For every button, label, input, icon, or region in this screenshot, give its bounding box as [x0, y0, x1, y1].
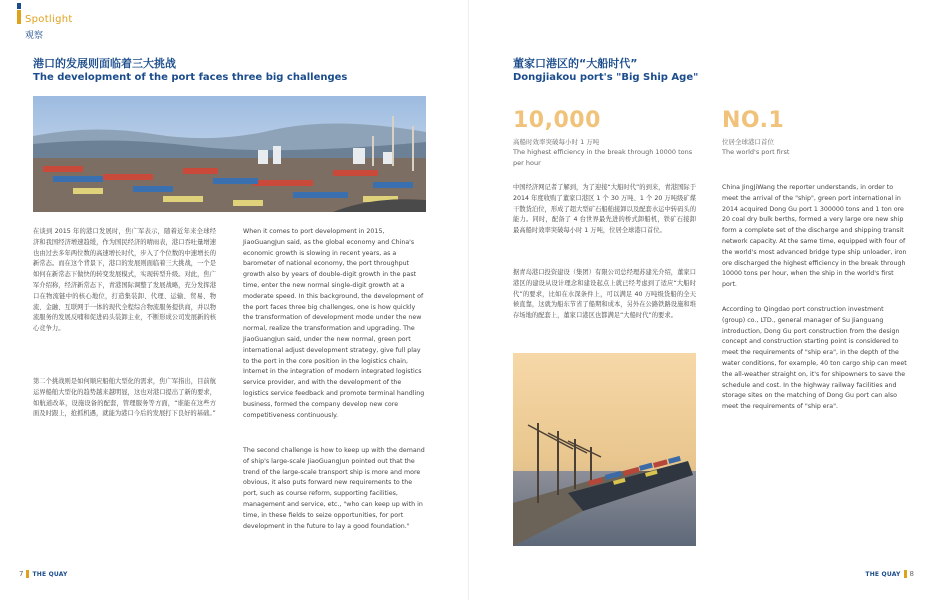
magazine-logo-right: THE QUAY: [865, 570, 901, 578]
magazine-logo-mark: [26, 570, 29, 578]
right-heading-en: Dongjiakou port's "Big Ship Age": [513, 72, 699, 83]
right-folio: [865, 570, 914, 578]
magazine-logo-mark-right: [904, 570, 907, 578]
spine-gutter: [468, 0, 469, 600]
right-col2-paragraph-2: According to Qingdao port construction investment (group) co., LTD., general manager of Su Jianguang introduction, Dong Gu port construction from the design concept and construction starting point is considered to meet the requirements of "ship era", in the depth of the water conditions, for example, 40 ton cargo ship can meet the all-weather straight on, it's for shipowners to save the schedule and cost. In the highway railway facilities and storage sites on the matching of Dong Gu port can also meet the requirements of "ship era".: [722, 306, 907, 411]
right-col2-paragraph-1: China JingJiWang the reporter understands, in order to meet the arrival of the "ship", green port international in 2014 acquired Dong Gu port 1 300000 tons and 1 ton ore 20 coal dry bulk berths, formed a very large ore new ship form a complete set of the discharge and shipping transit network capacity. At the same time, equipped with four of the world's most advanced bridge type ship unloader, iron ore discharged the highest efficiency in the break through 10000 tons per hour, when the ship in the world's first port.: [722, 184, 907, 289]
cargo-ship-photo: [513, 353, 696, 546]
spotlight-tag-cn: 观察: [25, 31, 44, 41]
stat-efficiency-label-en: The highest efficiency in the break through 10000 tons per hour: [513, 148, 693, 167]
stat-ranking-label-en: The world's port first: [722, 148, 790, 156]
magazine-logo: THE QUAY: [32, 570, 68, 578]
port-panorama-illustration: [33, 96, 426, 212]
left-folio: [19, 570, 68, 578]
stat-efficiency-label-cn: 高船时效率突破每小时 1 万吨: [513, 138, 600, 146]
spotlight-marker-gold: [17, 10, 21, 24]
left-col2-paragraph-2: The second challenge is how to keep up with the demand of ship's large-scale JiaoGuangJun pointed out that the trend of the large-scale transport ship is more and more obvious, it also puts forward new requirements to the port, such as course reform, supporting facilities, management and service, etc., "who can keep up with in time, in these fields to seize opportunities, for port development in the future to lay a good foundation.": [243, 447, 425, 530]
page-number-left: 7: [19, 570, 24, 578]
right-heading-cn: 董家口港区的“大船时代”: [513, 57, 638, 70]
right-col1-paragraph-1: 中国经济网记者了解到，为了迎接“大船时代”的到来，青港国际于 2014 年度收购了董家口港区 1 个 30 万吨、1 个 20 万吨级矿煤干散货泊位，形成了超大型矿石船舶接卸以及配套水运中转码头的能力。同时，配备了 4 台世界最先进的桥式卸船机，铁矿石接卸最高船时效率突破每小时 1 万吨，位居全球港口首位。: [513, 184, 696, 235]
left-heading-en: The development of the port faces three big challenges: [33, 72, 348, 83]
left-col1-paragraph-1: 在谈到 2015 年的港口发展时，焦广军表示，随着近年来全球经济和我国经济增速趋缓，作为国民经济的晴雨表，港口吞吐量增速也由过去多年两位数的高速增长时代，步入了个位数的中速增长的新常态。而在这个背景下，港口的发展则面临着三大挑战，一个是如何在新常态下做快的转变发展模式，实现转型升级。对此，焦广军介绍称，经济新常态下，青港国际调整了发展战略，充分发挥港口在物流链中的核心地位，打造集装卸、代理、运输、贸易、物流、金融、互联网于一体的现代全程综合物流服务提供商，并以物流服务的发展反哺和促进码头装卸主业，不断形成公司发展新的核心竞争力。: [33, 228, 216, 333]
left-col2-paragraph-1: When it comes to port development in 2015, JiaoGuangJun said, as the global economy and China's economic growth is slowing in recent years, as a barometer of national economy, the port throughput growth also by years of double-digit growth in the past time, enter the new normal single-digit growth at a moderate speed. In this background, the development of the port faces three big challenges, one is how quickly the transformation of development mode under the new normal, realize the transformation and upgrading. The JiaoGuangJun said, under the new normal, green port international adjust development strategy, give full play to the port in the core position in the logistics chain, Internet in the integration of modern integrated logistics service provider, and with the development of the logistics service feedback and promote terminal handling business, formed the company develop new core competitiveness continuously.: [243, 228, 425, 419]
port-panorama-photo: [33, 96, 426, 212]
stat-ranking-label-cn: 位居全球港口首位: [722, 138, 774, 146]
stat-ranking-value: NO.1: [722, 108, 785, 133]
spotlight-marker-blue: [17, 3, 21, 9]
cargo-ship-illustration: [513, 353, 696, 546]
left-col1-paragraph-2: 第二个挑战则是如何顺应船舶大型化的需求，焦广军指出，目前航运界船舶大型化的趋势越来越明显，这也对港口提出了新的要求，如航道改革，设施设备的配套，管理服务等方面，“谁能在这些方面及时跟上，抢抓机遇，就能为港口今后的发展打下良好的基础。”: [33, 378, 216, 418]
right-col1-paragraph-2: 据青岛港口投资建设（集团）有限公司总经理苏建光介绍，董家口港区的建设从设计理念和建设起点上就已经考虑到了适应“大船时代”的要求，比如在水深条件上，可以满足 40 万吨级货船的全天候直靠，这就为船东节省了船期和成本，另外在公路铁路设施和堆存场地的配套上，董家口港区也都满足“大船时代”的要求。: [513, 269, 696, 320]
stat-efficiency-value: 10,000: [513, 108, 601, 133]
left-heading-cn: 港口的发展则面临着三大挑战: [33, 57, 176, 70]
page-number-right: 8: [909, 570, 914, 578]
spotlight-tag: Spotlight: [25, 14, 73, 25]
